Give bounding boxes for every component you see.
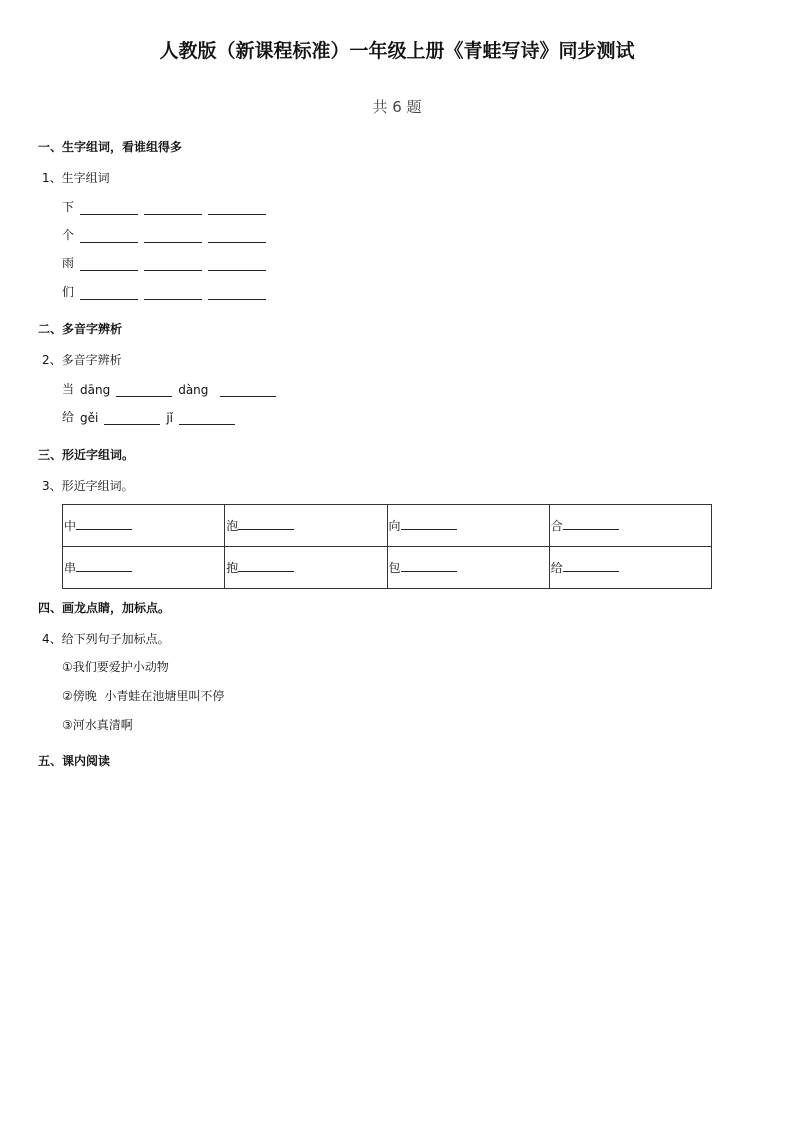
word-row-char: 们 xyxy=(62,285,75,299)
word-row-char: 雨 xyxy=(62,256,75,270)
table-cell xyxy=(63,547,225,589)
answer-blank[interactable] xyxy=(220,384,276,397)
polyphone-char: 当 xyxy=(62,382,75,396)
answer-blank[interactable] xyxy=(208,258,266,271)
answer-blank[interactable] xyxy=(144,258,202,271)
section-heading-5: 五、课内阅读 xyxy=(38,754,111,768)
answer-blank[interactable] xyxy=(179,412,235,425)
section-heading-1: 一、生字组词，看谁组得多 xyxy=(38,140,183,154)
answer-blank[interactable] xyxy=(80,230,138,243)
answer-blank[interactable] xyxy=(144,202,202,215)
answer-blank[interactable] xyxy=(238,560,294,572)
table-row xyxy=(63,505,712,547)
answer-blank[interactable] xyxy=(401,560,457,572)
pinyin: gěi xyxy=(80,411,99,425)
page-title: 人教版（新课程标准）一年级上册《青蛙写诗》同步测试 xyxy=(159,40,635,62)
sentence-item: ②傍晚 小青蛙在池塘里叫不停 xyxy=(62,689,225,703)
cell-char: 包 xyxy=(388,561,401,575)
answer-blank[interactable] xyxy=(208,230,266,243)
word-row-char: 个 xyxy=(62,228,75,242)
word-row-2 xyxy=(62,226,266,243)
cell-char: 抱 xyxy=(226,561,239,575)
section-heading-3: 三、形近字组词。 xyxy=(38,448,135,462)
sentence-item: ①我们要爱护小动物 xyxy=(62,660,169,674)
table-cell xyxy=(225,547,387,589)
answer-blank[interactable] xyxy=(76,560,132,572)
pinyin: dàng xyxy=(178,383,209,397)
word-row-4 xyxy=(62,283,266,300)
answer-blank[interactable] xyxy=(80,202,138,215)
table-cell xyxy=(387,505,549,547)
section-heading-4: 四、画龙点睛，加标点。 xyxy=(38,601,171,615)
question-4-label: 4、给下列句子加标点。 xyxy=(42,632,170,646)
word-row-3 xyxy=(62,254,266,271)
sentence-item: ③河水真清啊 xyxy=(62,718,133,732)
answer-blank[interactable] xyxy=(144,230,202,243)
answer-blank[interactable] xyxy=(80,287,138,300)
answer-blank[interactable] xyxy=(563,518,619,530)
answer-blank[interactable] xyxy=(104,412,160,425)
question-3-label: 3、形近字组词。 xyxy=(42,479,134,493)
cell-char: 串 xyxy=(64,561,77,575)
similar-char-table xyxy=(62,504,712,589)
pinyin: jǐ xyxy=(166,411,174,425)
answer-blank[interactable] xyxy=(116,384,172,397)
word-row-1 xyxy=(62,198,266,215)
table-cell xyxy=(63,505,225,547)
answer-blank[interactable] xyxy=(208,202,266,215)
answer-blank[interactable] xyxy=(80,258,138,271)
cell-char: 给 xyxy=(550,561,563,575)
answer-blank[interactable] xyxy=(208,287,266,300)
table-cell xyxy=(549,505,711,547)
answer-blank[interactable] xyxy=(76,518,132,530)
cell-char: 泡 xyxy=(226,519,239,533)
question-count: 共 6 题 xyxy=(372,98,422,116)
word-row-char: 下 xyxy=(62,200,75,214)
polyphone-char: 给 xyxy=(62,410,75,424)
answer-blank[interactable] xyxy=(401,518,457,530)
question-1-label: 1、生字组词 xyxy=(42,171,110,185)
cell-char: 中 xyxy=(64,519,77,533)
cell-char: 合 xyxy=(550,519,563,533)
answer-blank[interactable] xyxy=(563,560,619,572)
answer-blank[interactable] xyxy=(238,518,294,530)
section-heading-2: 二、多音字辨析 xyxy=(38,322,123,336)
table-cell xyxy=(387,547,549,589)
polyphone-row-2 xyxy=(62,408,235,425)
cell-char: 向 xyxy=(388,519,401,533)
table-cell xyxy=(549,547,711,589)
answer-blank[interactable] xyxy=(144,287,202,300)
polyphone-row-1 xyxy=(62,380,276,397)
table-row xyxy=(63,547,712,589)
table-cell xyxy=(225,505,387,547)
pinyin: dāng xyxy=(80,383,111,397)
question-2-label: 2、多音字辨析 xyxy=(42,353,122,367)
